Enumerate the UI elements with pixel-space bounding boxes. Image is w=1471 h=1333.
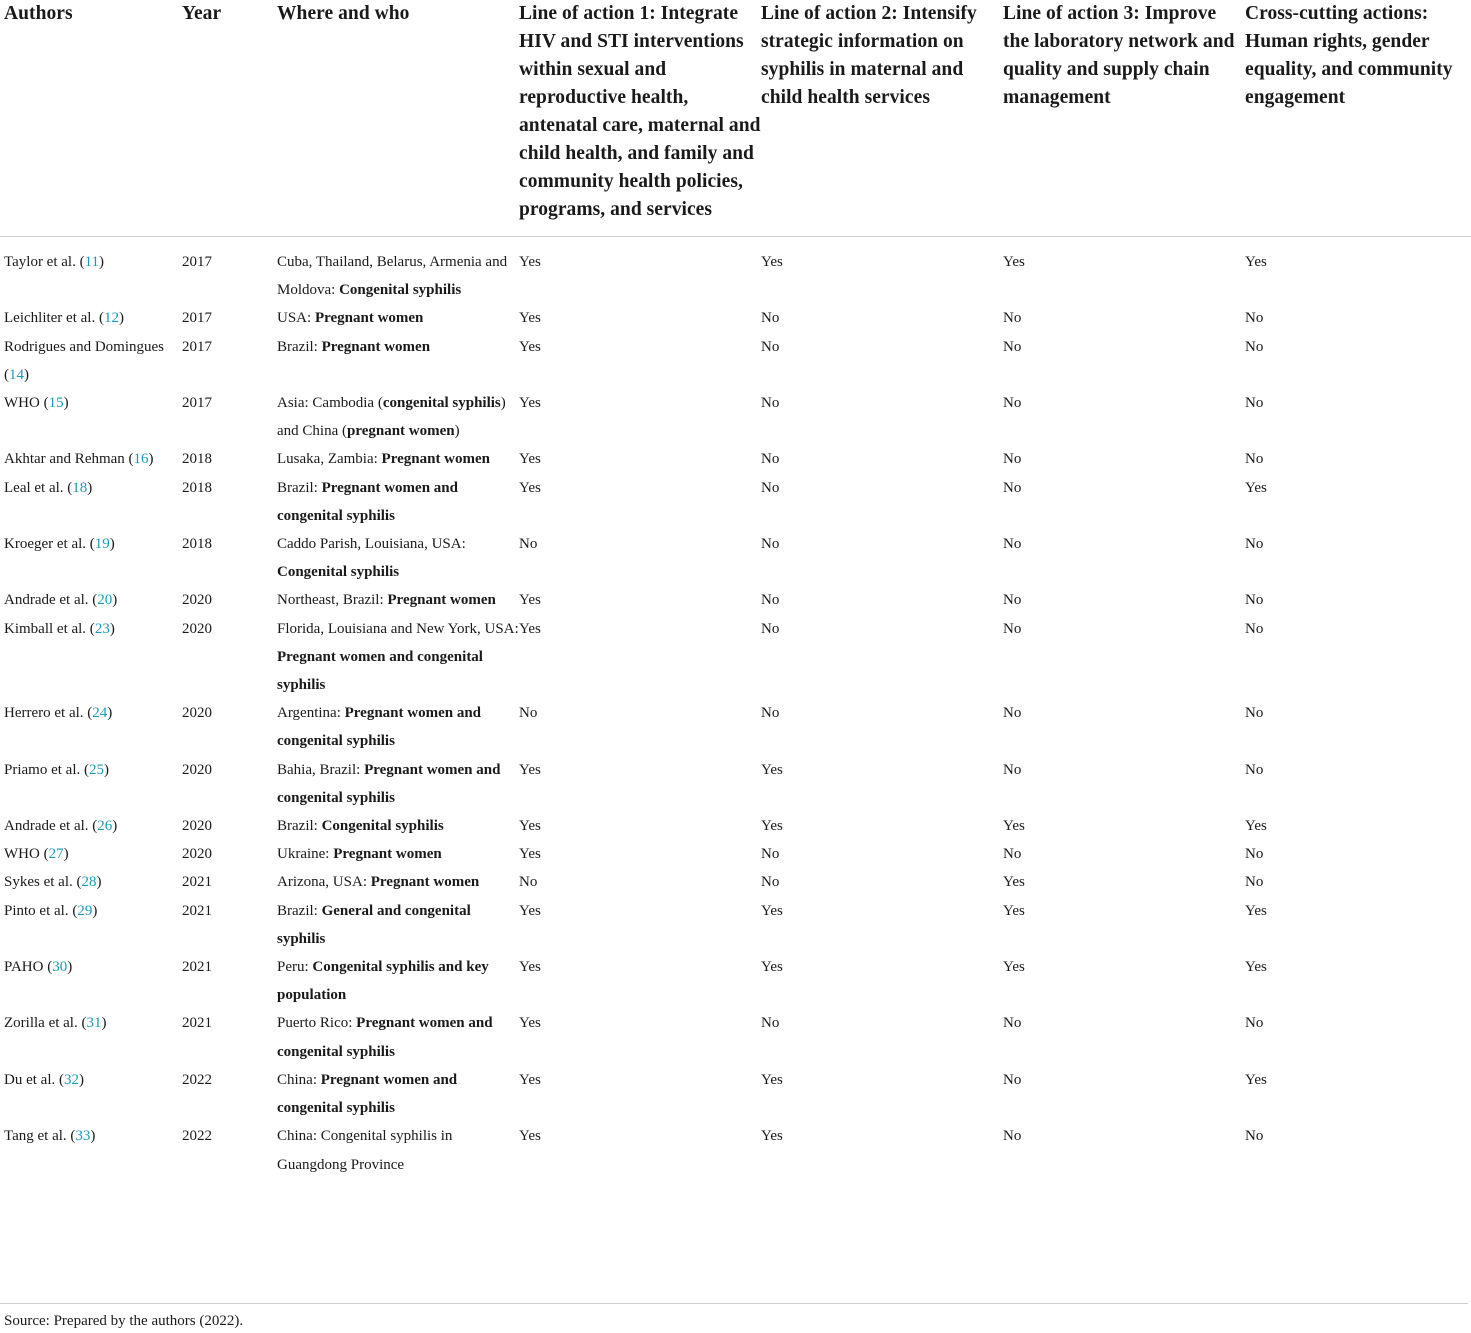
line-of-action-1-cell: Yes bbox=[519, 338, 541, 355]
reference-link[interactable]: 28 bbox=[81, 874, 97, 891]
table-row bbox=[0, 304, 1471, 332]
table-row bbox=[0, 474, 1471, 530]
line-of-action-3-cell: Yes bbox=[1003, 818, 1025, 835]
line-of-action-1-cell: Yes bbox=[519, 479, 541, 496]
line-of-action-1-cell: Yes bbox=[519, 1128, 541, 1145]
who-text: Pregnant women bbox=[321, 338, 431, 355]
reference-link[interactable]: 27 bbox=[48, 846, 64, 863]
reference-link[interactable]: 30 bbox=[52, 959, 68, 976]
where-who-cell bbox=[277, 1122, 519, 1188]
header-line-of-action-1: Line of action 1: Integrate HIV and STI interventions within sexual and reproductive health, antenatal care, maternal and child health, and family and community health policies, programs, and services bbox=[519, 0, 761, 237]
line-of-action-1-cell: Yes bbox=[519, 818, 541, 835]
year-cell: 2017 bbox=[182, 254, 212, 270]
where-who-cell bbox=[277, 897, 519, 953]
cross-cutting-cell: Yes bbox=[1245, 959, 1267, 976]
reference-link[interactable]: 15 bbox=[48, 395, 64, 412]
who-text: Pregnant women and congenital syphilis bbox=[277, 1071, 458, 1117]
line-of-action-3-cell: Yes bbox=[1003, 959, 1025, 976]
header-where-who: Where and who bbox=[277, 0, 519, 237]
author-name: PAHO ( bbox=[4, 959, 53, 976]
cross-cutting-cell: No bbox=[1245, 761, 1264, 778]
table-body bbox=[0, 237, 1471, 1189]
where-text: Peru: bbox=[277, 959, 313, 976]
author-cell bbox=[0, 1009, 182, 1065]
author-name: WHO ( bbox=[4, 846, 49, 863]
who-text: Congenital syphilis bbox=[339, 282, 462, 299]
year-cell: 2018 bbox=[182, 451, 212, 468]
reference-link[interactable]: 11 bbox=[84, 254, 100, 270]
who-text: Pregnant women bbox=[314, 310, 424, 327]
header-line-of-action-2: Line of action 2: Intensify strategic information on syphilis in maternal and child health services bbox=[761, 0, 1003, 237]
line-of-action-2-cell: Yes bbox=[761, 959, 783, 976]
where-text: Caddo Parish, Louisiana, USA: bbox=[277, 536, 466, 553]
cross-cutting-cell: Yes bbox=[1245, 1071, 1267, 1088]
line-of-action-3-cell: No bbox=[1003, 451, 1022, 468]
author-close: ) bbox=[92, 902, 98, 919]
year-cell: 2017 bbox=[182, 310, 212, 327]
author-close: ) bbox=[90, 1128, 96, 1145]
table-row bbox=[0, 333, 1471, 389]
where-who-cell bbox=[277, 756, 519, 812]
line-of-action-1-cell: Yes bbox=[519, 254, 541, 270]
line-of-action-3-cell: No bbox=[1003, 479, 1022, 496]
reference-link[interactable]: 14 bbox=[9, 366, 24, 383]
year-cell: 2018 bbox=[182, 536, 212, 553]
line-of-action-1-cell: Yes bbox=[519, 959, 541, 976]
year-cell: 2021 bbox=[182, 874, 212, 891]
year-cell: 2020 bbox=[182, 846, 212, 863]
author-name: Leal et al. ( bbox=[4, 479, 73, 496]
author-name: Zorilla et al. ( bbox=[4, 1015, 87, 1032]
year-cell: 2021 bbox=[182, 1015, 212, 1032]
where-who-cell bbox=[277, 237, 519, 305]
who-text: Pregnant women and congenital syphilis bbox=[277, 761, 501, 806]
author-cell bbox=[0, 1066, 182, 1122]
line-of-action-2-cell: Yes bbox=[761, 1128, 783, 1145]
author-close: ) bbox=[101, 1015, 107, 1032]
reference-link[interactable]: 24 bbox=[92, 705, 108, 722]
where-text: Bahia, Brazil: bbox=[277, 761, 365, 778]
author-close: ) bbox=[103, 761, 109, 778]
who-text: Congenital syphilis bbox=[277, 564, 400, 581]
table-row bbox=[0, 868, 1471, 896]
line-of-action-1-cell: No bbox=[519, 705, 538, 722]
header-cross-cutting: Cross-cutting actions: Human rights, gender equality, and community engagement bbox=[1245, 0, 1471, 237]
author-close: ) bbox=[148, 451, 154, 468]
where-who-cell bbox=[277, 840, 519, 868]
cross-cutting-cell: Yes bbox=[1245, 254, 1267, 270]
where-tail: ) and China ( bbox=[277, 395, 506, 440]
author-close: ) bbox=[87, 479, 93, 496]
author-name: Leichliter et al. ( bbox=[4, 310, 104, 327]
cross-cutting-cell: No bbox=[1245, 338, 1264, 355]
line-of-action-1-cell: Yes bbox=[519, 395, 541, 412]
author-close: ) bbox=[112, 818, 118, 835]
year-cell: 2021 bbox=[182, 902, 212, 919]
author-name: Andrade et al. ( bbox=[4, 818, 98, 835]
author-cell bbox=[0, 474, 182, 530]
reference-link[interactable]: 16 bbox=[133, 451, 149, 468]
who-text: Congenital syphilis bbox=[321, 818, 444, 835]
who-text: Congenital syphilis and key population bbox=[277, 959, 489, 1004]
author-cell bbox=[0, 868, 182, 896]
author-name: Akhtar and Rehman ( bbox=[4, 451, 134, 468]
header-row bbox=[0, 0, 1471, 237]
where-text: Arizona, USA: bbox=[277, 874, 371, 891]
line-of-action-3-cell: No bbox=[1003, 1128, 1022, 1145]
who-text-2: pregnant women bbox=[346, 423, 455, 440]
where-who-cell bbox=[277, 699, 519, 755]
header-year: Year bbox=[182, 0, 277, 237]
author-close: ) bbox=[109, 620, 115, 637]
author-cell bbox=[0, 333, 182, 389]
author-cell bbox=[0, 1122, 182, 1188]
year-cell: 2017 bbox=[182, 338, 212, 355]
year-cell: 2020 bbox=[182, 705, 212, 722]
table-row bbox=[0, 1066, 1471, 1122]
who-text: General and congenital syphilis bbox=[277, 902, 471, 947]
table-row bbox=[0, 1122, 1471, 1188]
author-close: ) bbox=[67, 959, 73, 976]
year-cell: 2020 bbox=[182, 761, 212, 778]
year-cell: 2020 bbox=[182, 592, 212, 609]
cross-cutting-cell: Yes bbox=[1245, 818, 1267, 835]
who-text: Pregnant women and congenital syphilis bbox=[277, 479, 458, 524]
table-row bbox=[0, 389, 1471, 445]
year-cell: 2018 bbox=[182, 479, 212, 496]
line-of-action-1-cell: Yes bbox=[519, 761, 541, 778]
cross-cutting-cell: Yes bbox=[1245, 902, 1267, 919]
cross-cutting-cell: No bbox=[1245, 874, 1264, 891]
who-text: Pregnant women bbox=[333, 846, 442, 863]
who-text: Pregnant women and congenital syphilis bbox=[277, 705, 482, 750]
line-of-action-2-cell: No bbox=[761, 310, 780, 327]
line-of-action-3-cell: No bbox=[1003, 592, 1022, 609]
author-cell bbox=[0, 840, 182, 868]
author-cell bbox=[0, 237, 182, 305]
line-of-action-1-cell: Yes bbox=[519, 1015, 541, 1032]
line-of-action-3-cell: Yes bbox=[1003, 902, 1025, 919]
author-name: Herrero et al. ( bbox=[4, 705, 93, 722]
cross-cutting-cell: No bbox=[1245, 451, 1264, 468]
cross-cutting-cell: No bbox=[1245, 1015, 1264, 1032]
table-row bbox=[0, 897, 1471, 953]
line-of-action-3-cell: No bbox=[1003, 761, 1022, 778]
where-text: Argentina: bbox=[277, 705, 345, 722]
line-of-action-2-cell: Yes bbox=[761, 818, 783, 835]
table-row bbox=[0, 953, 1471, 1009]
line-of-action-3-cell: No bbox=[1003, 1071, 1022, 1088]
line-of-action-3-cell: No bbox=[1003, 310, 1022, 327]
author-close: ) bbox=[63, 395, 69, 412]
line-of-action-3-cell: No bbox=[1003, 536, 1022, 553]
author-name: Pinto et al. ( bbox=[4, 902, 78, 919]
line-of-action-3-cell: No bbox=[1003, 1015, 1022, 1032]
cross-cutting-cell: No bbox=[1245, 592, 1264, 609]
year-cell: 2020 bbox=[182, 620, 212, 637]
year-cell: 2017 bbox=[182, 395, 212, 412]
line-of-action-1-cell: Yes bbox=[519, 846, 541, 863]
where-text: China: bbox=[277, 1071, 321, 1088]
table-row bbox=[0, 756, 1471, 812]
author-close: ) bbox=[96, 874, 102, 891]
line-of-action-2-cell: Yes bbox=[761, 761, 783, 778]
line-of-action-1-cell: No bbox=[519, 874, 538, 891]
table-row bbox=[0, 530, 1471, 586]
where-who-cell bbox=[277, 586, 519, 614]
author-close: ) bbox=[63, 846, 69, 863]
line-of-action-2-cell: No bbox=[761, 705, 780, 722]
author-name: Du et al. ( bbox=[4, 1071, 64, 1088]
line-of-action-1-cell: Yes bbox=[519, 451, 541, 468]
reference-link[interactable]: 26 bbox=[97, 818, 113, 835]
reference-link[interactable]: 25 bbox=[88, 761, 104, 778]
year-cell: 2021 bbox=[182, 959, 212, 976]
where-text: China: Congenital syphilis in Guangdong Province bbox=[277, 1128, 453, 1173]
line-of-action-1-cell: Yes bbox=[519, 620, 541, 637]
author-name: WHO ( bbox=[4, 395, 49, 412]
cross-cutting-cell: No bbox=[1245, 620, 1264, 637]
author-close: ) bbox=[24, 366, 29, 383]
line-of-action-2-cell: No bbox=[761, 874, 780, 891]
line-of-action-3-cell: No bbox=[1003, 846, 1022, 863]
line-of-action-3-cell: No bbox=[1003, 620, 1022, 637]
reference-link[interactable]: 32 bbox=[63, 1071, 79, 1088]
where-who-cell bbox=[277, 868, 519, 896]
author-name: Sykes et al. ( bbox=[4, 874, 82, 891]
table-row bbox=[0, 812, 1471, 840]
reference-link[interactable]: 19 bbox=[94, 536, 110, 553]
author-name: Rodrigues and Domingues ( bbox=[4, 338, 164, 383]
year-cell: 2022 bbox=[182, 1071, 212, 1088]
where-who-cell bbox=[277, 474, 519, 530]
table-row bbox=[0, 586, 1471, 614]
where-text: Florida, Louisiana and New York, USA: bbox=[277, 620, 519, 637]
author-name: Taylor et al. ( bbox=[4, 254, 85, 270]
where-who-cell bbox=[277, 812, 519, 840]
author-name: Priamo et al. ( bbox=[4, 761, 89, 778]
where-text: Cuba, Thailand, Belarus, Armenia and Moldova: bbox=[277, 254, 508, 299]
author-cell bbox=[0, 756, 182, 812]
author-cell bbox=[0, 389, 182, 445]
author-close: ) bbox=[112, 592, 118, 609]
where-text: Brazil: bbox=[277, 818, 322, 835]
line-of-action-2-cell: No bbox=[761, 479, 780, 496]
year-cell: 2022 bbox=[182, 1128, 212, 1145]
cross-cutting-cell: No bbox=[1245, 536, 1264, 553]
where-text: Ukraine: bbox=[277, 846, 334, 863]
author-close: ) bbox=[78, 1071, 84, 1088]
source-note: Source: Prepared by the authors (2022). bbox=[4, 1313, 244, 1329]
cross-cutting-cell: No bbox=[1245, 310, 1264, 327]
where-who-cell bbox=[277, 1009, 519, 1065]
line-of-action-3-cell: No bbox=[1003, 705, 1022, 722]
table-row bbox=[0, 840, 1471, 868]
line-of-action-3-cell: No bbox=[1003, 338, 1022, 355]
line-of-action-3-cell: Yes bbox=[1003, 254, 1025, 270]
line-of-action-2-cell: No bbox=[761, 395, 780, 412]
who-text: Pregnant women and congenital syphilis bbox=[277, 1015, 493, 1060]
line-of-action-2-cell: Yes bbox=[761, 254, 783, 270]
table-row bbox=[0, 1009, 1471, 1065]
author-cell bbox=[0, 530, 182, 586]
where-text: Brazil: bbox=[277, 338, 322, 355]
author-close: ) bbox=[109, 536, 115, 553]
table-row bbox=[0, 445, 1471, 473]
author-name: Kroeger et al. ( bbox=[4, 536, 95, 553]
line-of-action-1-cell: Yes bbox=[519, 1071, 541, 1088]
author-cell bbox=[0, 953, 182, 1009]
where-who-cell bbox=[277, 333, 519, 389]
line-of-action-2-cell: No bbox=[761, 451, 780, 468]
line-of-action-1-cell: Yes bbox=[519, 902, 541, 919]
author-cell bbox=[0, 615, 182, 700]
where-who-cell bbox=[277, 304, 519, 332]
line-of-action-2-cell: No bbox=[761, 1015, 780, 1032]
line-of-action-2-cell: No bbox=[761, 338, 780, 355]
table-row bbox=[0, 237, 1471, 305]
line-of-action-2-cell: No bbox=[761, 536, 780, 553]
author-close: ) bbox=[118, 310, 124, 327]
table-bottom-rule bbox=[0, 1303, 1468, 1304]
who-text: Pregnant women and congenital syphilis bbox=[277, 648, 483, 694]
line-of-action-2-cell: No bbox=[761, 592, 780, 609]
line-of-action-3-cell: Yes bbox=[1003, 874, 1025, 891]
reference-link[interactable]: 20 bbox=[97, 592, 113, 609]
reference-link[interactable]: 29 bbox=[77, 902, 93, 919]
author-close: ) bbox=[99, 254, 105, 270]
where-who-cell bbox=[277, 953, 519, 1009]
author-cell bbox=[0, 812, 182, 840]
author-cell bbox=[0, 586, 182, 614]
who-text: Pregnant women bbox=[381, 451, 491, 468]
year-cell: 2020 bbox=[182, 818, 212, 835]
where-who-cell bbox=[277, 445, 519, 473]
where-tail-2: ) bbox=[454, 423, 460, 440]
author-name: Kimball et al. ( bbox=[4, 620, 95, 637]
where-who-cell bbox=[277, 615, 519, 700]
cross-cutting-cell: No bbox=[1245, 705, 1264, 722]
where-who-cell bbox=[277, 530, 519, 586]
where-text: Brazil: bbox=[277, 902, 322, 919]
author-cell bbox=[0, 699, 182, 755]
author-name: Tang et al. ( bbox=[4, 1128, 76, 1145]
header-authors: Authors bbox=[0, 0, 182, 237]
line-of-action-1-cell: Yes bbox=[519, 310, 541, 327]
cross-cutting-cell: No bbox=[1245, 1128, 1264, 1145]
line-of-action-2-cell: Yes bbox=[761, 1071, 783, 1088]
who-text: Pregnant women bbox=[370, 874, 480, 891]
reference-link[interactable]: 33 bbox=[75, 1128, 91, 1145]
author-close: ) bbox=[107, 705, 113, 722]
where-who-cell bbox=[277, 389, 519, 445]
line-of-action-2-cell: No bbox=[761, 620, 780, 637]
header-line-of-action-3: Line of action 3: Improve the laboratory network and quality and supply chain management bbox=[1003, 0, 1245, 237]
line-of-action-3-cell: No bbox=[1003, 395, 1022, 412]
table-row bbox=[0, 615, 1471, 700]
reference-link[interactable]: 23 bbox=[94, 620, 110, 637]
where-text: Brazil: bbox=[277, 479, 322, 496]
cross-cutting-cell: No bbox=[1245, 846, 1264, 863]
reference-link[interactable]: 18 bbox=[72, 479, 88, 496]
who-text: congenital syphilis bbox=[382, 395, 501, 412]
where-text: Puerto Rico: bbox=[277, 1015, 357, 1032]
cross-cutting-cell: No bbox=[1245, 395, 1264, 412]
who-text: Pregnant women bbox=[387, 592, 496, 609]
where-text: Northeast, Brazil: bbox=[277, 592, 388, 609]
table-row bbox=[0, 699, 1471, 755]
reference-link[interactable]: 31 bbox=[86, 1015, 102, 1032]
where-text: USA: bbox=[277, 310, 315, 327]
line-of-action-2-cell: No bbox=[761, 846, 780, 863]
author-cell bbox=[0, 897, 182, 953]
where-text: Asia: Cambodia ( bbox=[277, 395, 383, 412]
reference-link[interactable]: 12 bbox=[103, 310, 119, 327]
line-of-action-1-cell: No bbox=[519, 536, 538, 553]
line-of-action-2-cell: Yes bbox=[761, 902, 783, 919]
author-name: Andrade et al. ( bbox=[4, 592, 98, 609]
author-cell bbox=[0, 445, 182, 473]
where-who-cell bbox=[277, 1066, 519, 1122]
where-text: Lusaka, Zambia: bbox=[277, 451, 382, 468]
cross-cutting-cell: Yes bbox=[1245, 479, 1267, 496]
author-cell bbox=[0, 304, 182, 332]
line-of-action-1-cell: Yes bbox=[519, 592, 541, 609]
